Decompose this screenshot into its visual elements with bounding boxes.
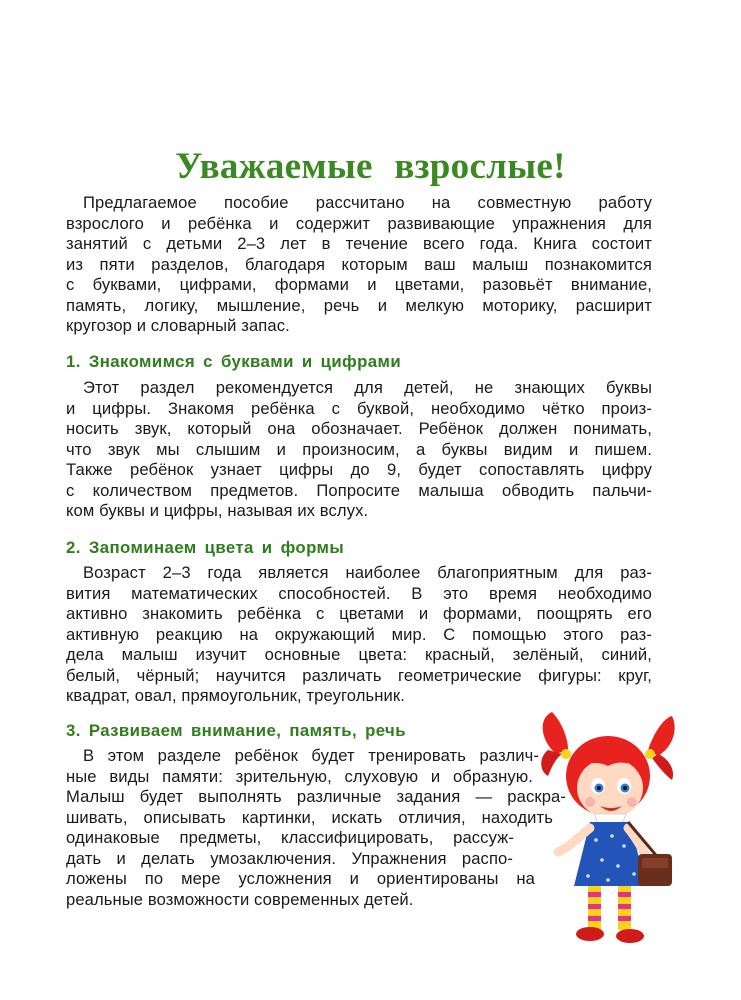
section-1-line: и цифры. Знакомя ребёнка с буквой, необходимо чётко произ- xyxy=(66,398,652,418)
section-2-line: белый, чёрный; научится различать геометрические фигуры: круг, xyxy=(66,665,652,685)
section-1-line: что звук мы слышим и произносим, а буквы видим и пишем. xyxy=(66,439,652,459)
intro-line: Предлагаемое пособие рассчитано на совместную работу xyxy=(83,193,652,212)
section-3-line: ные виды памяти: зрительную, слуховую и образную. xyxy=(66,766,533,786)
section-3-paragraph xyxy=(66,746,566,910)
section-3-line: одинаковые предметы, классифицировать, рассуж- xyxy=(66,828,514,847)
pigtail-left xyxy=(541,712,571,776)
section-2-line: Возраст 2–3 года является наиболее благоприятным для раз- xyxy=(83,563,652,582)
page-title: Уважаемые взрослые! xyxy=(175,146,566,187)
intro-paragraph xyxy=(66,193,652,337)
section-1-line: Также ребёнок узнает цифры до 9, будет сопоставлять цифру xyxy=(66,460,652,479)
girl-illustration xyxy=(538,710,678,946)
section-2-heading: 2. Запоминаем цвета и формы xyxy=(66,538,345,557)
section-3-line: реальные возможности современных детей. xyxy=(66,889,414,909)
section-3-line: В этом разделе ребёнок будет тренировать различ- xyxy=(83,746,539,765)
section-2-paragraph xyxy=(66,563,652,707)
section-1-heading: 1. Знакомимся с буквами и цифрами xyxy=(66,352,402,371)
section-1-paragraph xyxy=(66,378,652,522)
section-2-line: вития математических способностей. В это время необходимо xyxy=(66,583,652,603)
section-2-line: активную реакцию на окружающий мир. С помощью этого раз- xyxy=(66,624,652,644)
intro-line: из пяти разделов, благодаря которым ваш малыш познакомится xyxy=(66,254,652,274)
section-3-line: ложены по мере усложнения и ориентированы на xyxy=(66,869,535,888)
shoe-left xyxy=(576,927,604,941)
intro-line: взрослого и ребёнка и содержит развивающие упражнения для xyxy=(66,213,652,233)
section-2-line: квадрат, овал, прямоугольник, треугольник. xyxy=(66,686,405,705)
section-1-line: Этот раздел рекомендуется для детей, не знающих буквы xyxy=(83,378,652,397)
section-3-line: дать и делать умозаключения. Упражнения распо- xyxy=(66,848,513,868)
intro-line: занятий с детьми 2–3 лет в течение всего года. Книга состоит xyxy=(66,234,652,253)
section-3-line: шивать, описывать картинки, искать отличия, находить xyxy=(66,807,553,827)
section-1-line: ком буквы и цифры, называя их вслух. xyxy=(66,501,369,520)
section-1-line: с количеством предметов. Попросите малыша обводить пальчи- xyxy=(66,480,652,500)
legs xyxy=(588,886,631,930)
section-2-line: дела малыш изучит основные цвета: красный, зелёный, синий, xyxy=(66,645,652,664)
intro-line: кругозор и словарный запас. xyxy=(66,316,290,335)
intro-line: память, логику, мышление, речь и мелкую моторику, расширит xyxy=(66,295,652,315)
section-3-line: Малыш будет выполнять различные задания — раскра- xyxy=(66,787,566,806)
section-1-line: носить звук, который она обозначает. Ребёнок должен понимать, xyxy=(66,419,652,438)
section-3-heading: 3. Развиваем внимание, память, речь xyxy=(66,721,406,740)
section-2-line: активно знакомить ребёнка с цветами и формами, поощрять его xyxy=(66,604,652,623)
intro-line: с буквами, цифрами, формами и цветами, разовьёт внимание, xyxy=(66,275,652,294)
shoe-right xyxy=(616,929,644,943)
